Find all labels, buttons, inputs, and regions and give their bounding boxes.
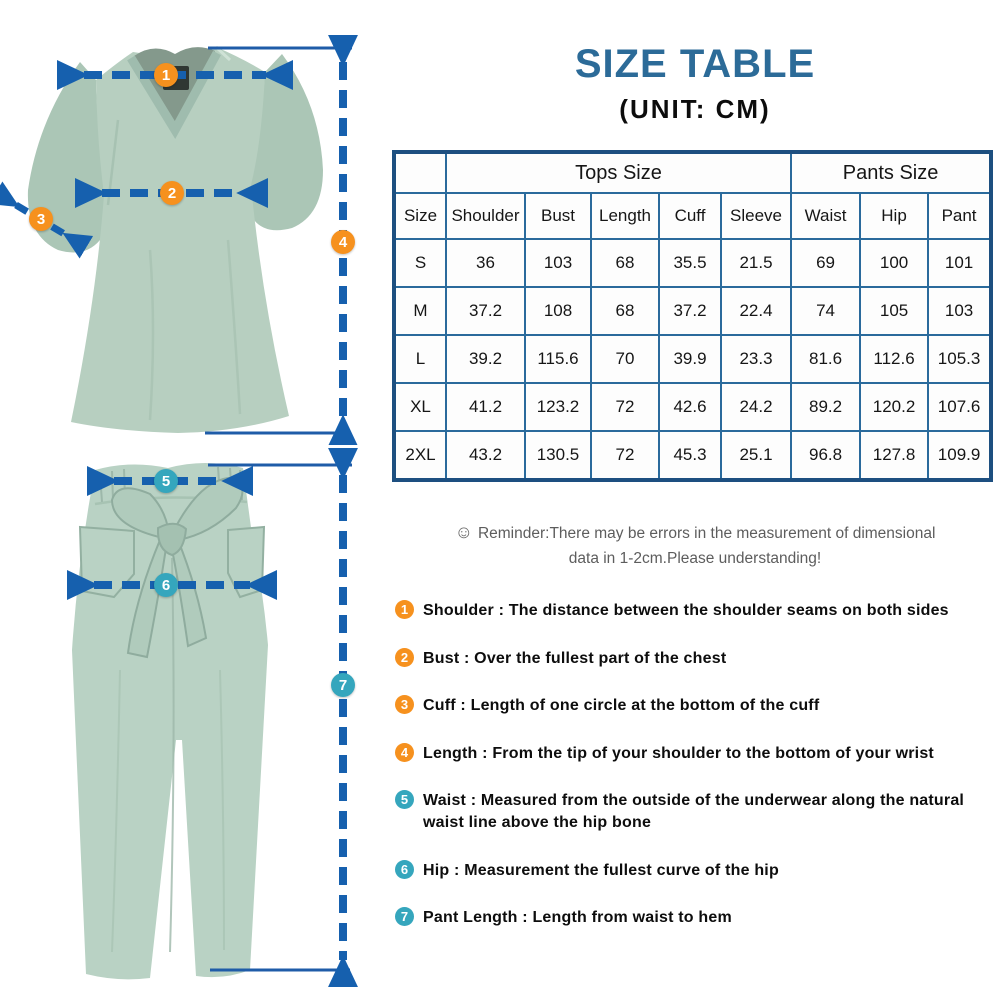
note-item	[395, 790, 992, 833]
measurement-cell: 130.5	[525, 431, 591, 480]
size-row	[394, 431, 991, 480]
note-text: Waist : Measured from the outside of the underwear along the natural waist line above the hip bone	[423, 792, 965, 831]
measurement-cell: 22.4	[721, 287, 791, 335]
size-row	[394, 287, 991, 335]
measurement-cell: 115.6	[525, 335, 591, 383]
measure-badge-3: 3	[29, 207, 53, 231]
size-label-cell: L	[394, 335, 446, 383]
column-header: Size	[394, 193, 446, 239]
note-number-badge: 5	[395, 790, 414, 809]
unit-subtitle: (UNIT: CM)	[619, 94, 771, 124]
measure-badge-7: 7	[331, 673, 355, 697]
size-row	[394, 335, 991, 383]
note-number-badge: 4	[395, 743, 414, 762]
table-column-header-row	[394, 193, 991, 239]
size-row	[394, 383, 991, 431]
corner-cell	[394, 152, 446, 193]
note-item	[395, 860, 992, 882]
measurement-cell: 45.3	[659, 431, 721, 480]
smiley-icon: ☺	[454, 522, 473, 542]
pants-size-header: Pants Size	[791, 152, 991, 193]
measurement-cell: 96.8	[791, 431, 860, 480]
note-item	[395, 695, 992, 717]
column-header: Bust	[525, 193, 591, 239]
measurement-cell: 112.6	[860, 335, 928, 383]
measure-badge-1: 1	[154, 63, 178, 87]
measurement-cell: 72	[591, 431, 659, 480]
note-number-badge: 6	[395, 860, 414, 879]
measurement-cell: 107.6	[928, 383, 991, 431]
measurement-cell: 37.2	[446, 287, 525, 335]
note-number-badge: 3	[395, 695, 414, 714]
note-number-badge: 7	[395, 907, 414, 926]
measurement-cell: 100	[860, 239, 928, 287]
measurement-cell: 21.5	[721, 239, 791, 287]
measurement-cell: 103	[928, 287, 991, 335]
column-header: Shoulder	[446, 193, 525, 239]
measurement-cell: 72	[591, 383, 659, 431]
note-item	[395, 648, 992, 670]
size-info-pane	[390, 0, 1000, 1000]
size-row	[394, 239, 991, 287]
measurement-cell: 89.2	[791, 383, 860, 431]
size-label-cell: XL	[394, 383, 446, 431]
measurement-cell: 74	[791, 287, 860, 335]
reminder-line1: Reminder:There may be errors in the measurement of dimensional	[477, 525, 936, 542]
measurement-cell: 68	[591, 287, 659, 335]
measurement-cell: 39.2	[446, 335, 525, 383]
measurement-cell: 41.2	[446, 383, 525, 431]
measurement-cell: 42.6	[659, 383, 721, 431]
measurement-cell: 43.2	[446, 431, 525, 480]
column-header: Sleeve	[721, 193, 791, 239]
reminder-note	[390, 519, 1000, 571]
measurement-cell: 36	[446, 239, 525, 287]
note-item	[395, 743, 992, 765]
column-header: Hip	[860, 193, 928, 239]
table-group-header-row	[394, 152, 991, 193]
measurement-cell: 69	[791, 239, 860, 287]
measurement-cell: 103	[525, 239, 591, 287]
measurement-cell: 101	[928, 239, 991, 287]
note-text: Hip : Measurement the fullest curve of the hip	[423, 861, 779, 879]
column-header: Waist	[791, 193, 860, 239]
measurement-cell: 81.6	[791, 335, 860, 383]
page-title: SIZE TABLE	[574, 42, 816, 86]
measurement-cell: 105.3	[928, 335, 991, 383]
note-number-badge: 1	[395, 600, 414, 619]
size-label-cell: M	[394, 287, 446, 335]
column-header: Cuff	[659, 193, 721, 239]
measurement-cell: 127.8	[860, 431, 928, 480]
measure-badge-6: 6	[154, 573, 178, 597]
note-text: Length : From the tip of your shoulder to the bottom of your wrist	[423, 744, 934, 762]
measure-badge-2: 2	[160, 181, 184, 205]
measurement-cell: 108	[525, 287, 591, 335]
note-number-badge: 2	[395, 648, 414, 667]
scrub-top-image	[0, 0, 390, 445]
measurement-cell: 123.2	[525, 383, 591, 431]
size-label-cell: S	[394, 239, 446, 287]
measurement-cell: 68	[591, 239, 659, 287]
tops-size-header: Tops Size	[446, 152, 791, 193]
measurement-cell: 109.9	[928, 431, 991, 480]
scrub-pants-image	[0, 440, 390, 1000]
measurement-notes-list	[395, 600, 992, 955]
measurement-cell: 25.1	[721, 431, 791, 480]
reminder-line2: data in 1-2cm.Please understanding!	[568, 549, 822, 567]
figures-pane	[0, 0, 390, 1000]
note-text: Shoulder : The distance between the shoulder seams on both sides	[423, 602, 949, 619]
measure-badge-5: 5	[154, 469, 178, 493]
note-text: Cuff : Length of one circle at the bottom of the cuff	[423, 697, 820, 715]
column-header: Pant	[928, 193, 991, 239]
note-text: Bust : Over the fullest part of the chest	[423, 649, 727, 667]
column-header: Length	[591, 193, 659, 239]
measurement-cell: 120.2	[860, 383, 928, 431]
measurement-cell: 39.9	[659, 335, 721, 383]
note-text: Pant Length : Length from waist to hem	[423, 909, 732, 927]
measurement-cell: 105	[860, 287, 928, 335]
measurement-cell: 35.5	[659, 239, 721, 287]
measurement-cell: 23.3	[721, 335, 791, 383]
measurement-cell: 70	[591, 335, 659, 383]
size-table	[392, 150, 993, 482]
size-label-cell: 2XL	[394, 431, 446, 480]
measure-badge-4: 4	[331, 230, 355, 254]
measurement-cell: 37.2	[659, 287, 721, 335]
note-item	[395, 907, 992, 929]
note-item	[395, 600, 992, 622]
measurement-cell: 24.2	[721, 383, 791, 431]
